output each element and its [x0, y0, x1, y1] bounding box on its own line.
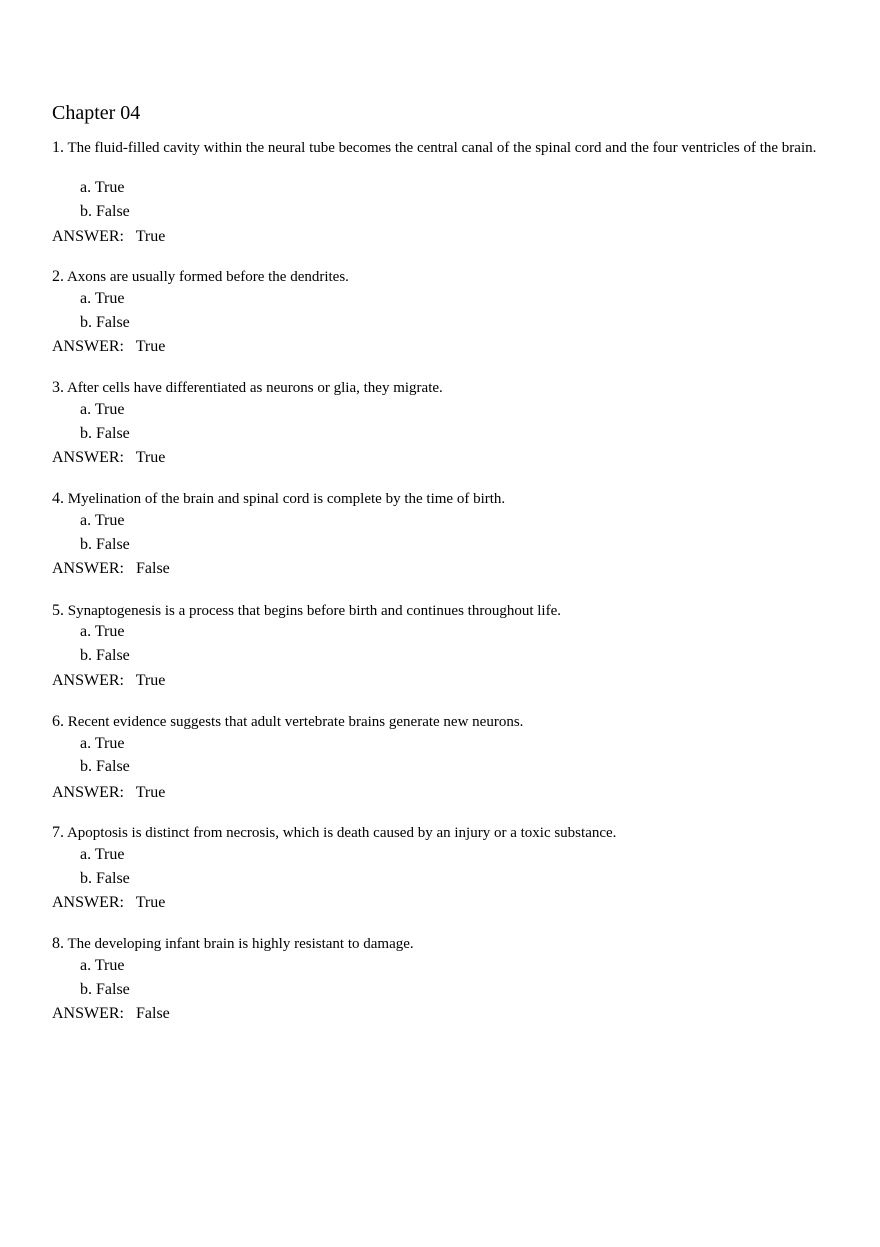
question-text [52, 379, 832, 397]
option-false: b. False [80, 981, 130, 998]
answer-line [52, 783, 165, 803]
answer-value: True [135, 672, 166, 689]
option-false: b. False [80, 314, 130, 331]
question-prompt: After cells have differentiated as neurons or glia, they migrate. [66, 380, 443, 396]
question-number: 3. [52, 379, 64, 396]
answer-line [52, 559, 170, 579]
question-text [52, 713, 832, 731]
answer-value: True [135, 894, 166, 911]
question-prompt: Synaptogenesis is a process that begins before birth and continues throughout life. [67, 603, 561, 619]
answer-label: ANSWER: [52, 449, 124, 466]
question-2 [52, 268, 832, 355]
answer-line [52, 1004, 170, 1024]
option-true: a. True [80, 401, 125, 418]
question-6 [52, 713, 832, 801]
answer-line [52, 227, 165, 247]
option-true: a. True [80, 623, 125, 640]
option-true: a. True [80, 846, 125, 863]
answer-label: ANSWER: [52, 338, 124, 355]
option-true: a. True [80, 512, 125, 529]
option-false: b. False [80, 647, 130, 664]
option-true: a. True [80, 957, 125, 974]
answer-value: True [135, 784, 166, 801]
question-number: 5. [52, 602, 64, 619]
question-prompt: The developing infant brain is highly resistant to damage. [67, 936, 414, 952]
option-false: b. False [80, 203, 130, 220]
answer-value: True [135, 228, 166, 245]
question-number: 7. [52, 824, 64, 841]
question-7 [52, 824, 832, 911]
answer-line [52, 893, 165, 913]
option-true: a. True [80, 179, 125, 196]
question-prompt: Apoptosis is distinct from necrosis, which is death caused by an injury or a toxic substance. [66, 825, 617, 841]
question-1 [52, 139, 832, 245]
question-text [52, 935, 832, 953]
question-number: 6. [52, 713, 64, 730]
question-text [52, 824, 832, 842]
question-text [52, 602, 832, 620]
answer-label: ANSWER: [52, 894, 124, 911]
question-number: 2. [52, 268, 64, 285]
option-true: a. True [80, 290, 125, 307]
answer-value: False [136, 1005, 170, 1022]
answer-label: ANSWER: [52, 1005, 124, 1022]
option-true: a. True [80, 735, 125, 752]
question-5 [52, 602, 832, 689]
option-false: b. False [80, 425, 130, 442]
answer-label: ANSWER: [52, 228, 124, 245]
question-4 [52, 490, 832, 577]
answer-value: False [136, 560, 170, 577]
answer-label: ANSWER: [52, 784, 124, 801]
question-number: 8. [52, 935, 64, 952]
question-prompt: Recent evidence suggests that adult vertebrate brains generate new neurons. [67, 714, 524, 730]
question-number: 1. [52, 139, 64, 156]
option-false: b. False [80, 870, 130, 887]
option-false: b. False [80, 536, 130, 553]
option-false: b. False [80, 758, 130, 775]
question-number: 4. [52, 490, 64, 507]
question-3 [52, 379, 832, 466]
answer-value: True [135, 338, 166, 355]
answer-line [52, 671, 165, 691]
question-prompt: Myelination of the brain and spinal cord is complete by the time of birth. [67, 491, 506, 507]
answer-label: ANSWER: [52, 672, 124, 689]
answer-line [52, 448, 165, 468]
question-text [52, 490, 832, 508]
question-text [52, 139, 832, 157]
chapter-title: Chapter 04 [52, 102, 141, 124]
answer-label: ANSWER: [52, 560, 124, 577]
question-8 [52, 935, 832, 1022]
question-prompt: The fluid-filled cavity within the neural tube becomes the central canal of the spinal cord and the four ventricles of the brain. [67, 140, 817, 156]
question-prompt: Axons are usually formed before the dendrites. [66, 269, 349, 285]
answer-line [52, 337, 165, 357]
question-text [52, 268, 832, 286]
answer-value: True [135, 449, 166, 466]
